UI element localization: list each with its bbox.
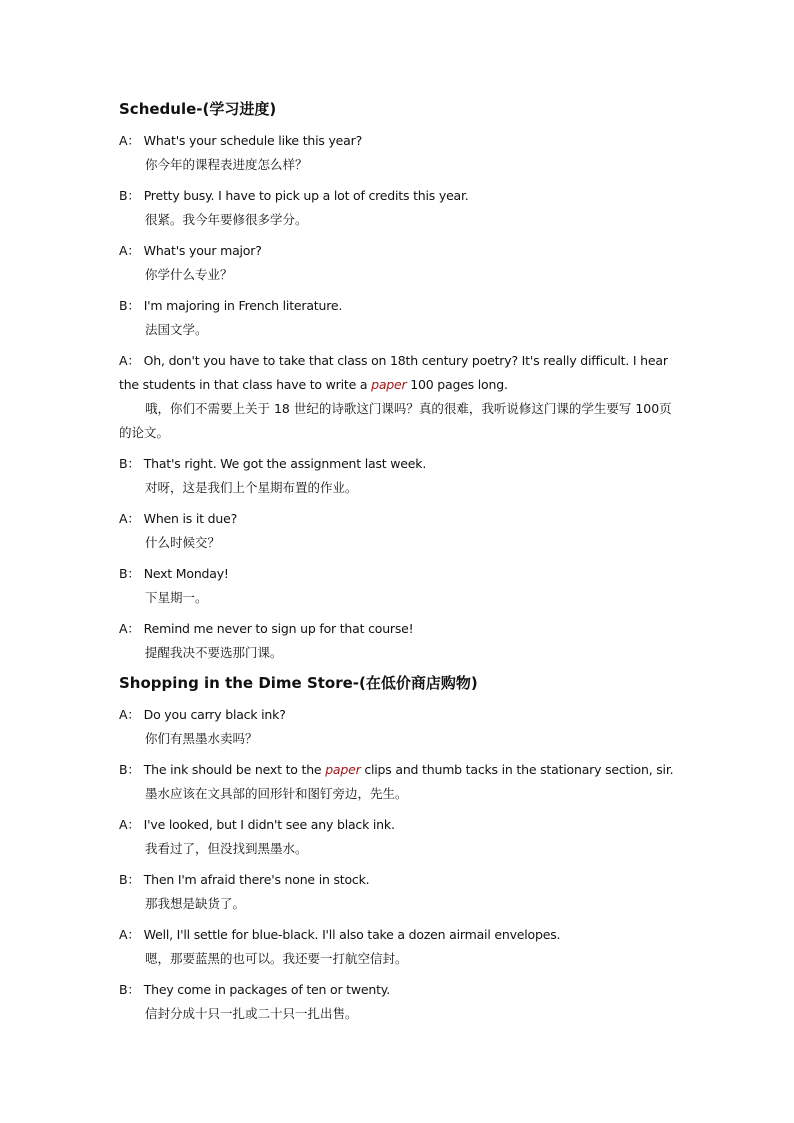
chinese-translation: 你学什么专业？	[145, 267, 233, 282]
english-text: That's right. We got the assignment last week.	[143, 456, 427, 471]
speaker-label: A：	[119, 133, 140, 148]
chinese-translation: 提醒我决不要选那门课。	[145, 645, 283, 660]
dialogue-line	[119, 294, 679, 342]
dialogue-line	[119, 923, 679, 971]
dialogue-line	[119, 813, 679, 861]
chinese-translation: 你今年的课程表进度怎么样？	[145, 157, 308, 172]
english-text: Remind me never to sign up for that course!	[143, 621, 414, 636]
english-text: I'm majoring in French literature.	[143, 298, 343, 313]
dialogue-line	[119, 184, 679, 232]
document-content	[119, 98, 679, 1033]
english-text: Do you carry black ink?	[143, 707, 286, 722]
english-text-continued: clips and thumb tacks in the stationary section, sir.	[360, 762, 674, 777]
dialogue-line	[119, 758, 679, 806]
english-text: They come in packages of ten or twenty.	[143, 982, 390, 997]
english-text: What's your schedule like this year?	[143, 133, 362, 148]
chinese-translation: 对呀，这是我们上个星期布置的作业。	[145, 480, 358, 495]
speaker-label: A：	[119, 511, 140, 526]
chinese-translation: 法国文学。	[145, 322, 208, 337]
dialogue-line	[119, 562, 679, 610]
speaker-label: A：	[119, 621, 140, 636]
dialogue-line	[119, 452, 679, 500]
speaker-label: B：	[119, 566, 140, 581]
chinese-translation: 你们有黑墨水卖吗？	[145, 731, 258, 746]
dialogue-line	[119, 507, 679, 555]
speaker-label: B：	[119, 456, 140, 471]
dialogue-line	[119, 617, 679, 665]
speaker-label: B：	[119, 762, 140, 777]
speaker-label: A：	[119, 927, 140, 942]
speaker-label: B：	[119, 298, 140, 313]
english-text: When is it due?	[143, 511, 238, 526]
chinese-translation: 信封分成十只一扎或二十只一扎出售。	[145, 1006, 358, 1021]
chinese-translation: 很紧。我今年要修很多学分。	[145, 212, 308, 227]
english-text: Next Monday!	[143, 566, 229, 581]
dialogue-line	[119, 239, 679, 287]
english-text: Oh, don't you have to take that class on 18th century poetry? It's really difficult. I hear the students in that class have to write a	[119, 353, 668, 392]
speaker-label: B：	[119, 188, 140, 203]
chinese-translation: 嗯，那要蓝黑的也可以。我还要一打航空信封。	[145, 951, 408, 966]
dialogue-line	[119, 703, 679, 751]
chinese-translation: 哦，你们不需要上关于 18 世纪的诗歌这门课吗？真的很难，我听说修这门课的学生要写 100页的论文。	[119, 401, 672, 440]
speaker-label: A：	[119, 353, 140, 368]
english-text: I've looked, but I didn't see any black ink.	[143, 817, 395, 832]
highlighted-word: paper	[371, 377, 407, 392]
speaker-label: A：	[119, 817, 140, 832]
dialogue-line	[119, 129, 679, 177]
section-title-schedule: Schedule-(学习进度)	[119, 100, 277, 118]
chinese-translation: 墨水应该在文具部的回形针和图钉旁边，先生。	[145, 786, 408, 801]
chinese-translation: 我看过了，但没找到黑墨水。	[145, 841, 308, 856]
chinese-translation: 下星期一。	[145, 590, 208, 605]
speaker-label: A：	[119, 707, 140, 722]
chinese-translation: 那我想是缺货了。	[145, 896, 246, 911]
dialogue-line	[119, 978, 679, 1026]
english-text: Then I'm afraid there's none in stock.	[143, 872, 370, 887]
speaker-label: B：	[119, 982, 140, 997]
english-text: What's your major?	[143, 243, 262, 258]
section-title-shopping: Shopping in the Dime Store-(在低价商店购物)	[119, 674, 478, 692]
chinese-translation: 什么时候交？	[145, 535, 221, 550]
english-text: The ink should be next to the	[143, 762, 326, 777]
speaker-label: A：	[119, 243, 140, 258]
english-text: Pretty busy. I have to pick up a lot of credits this year.	[143, 188, 469, 203]
highlighted-word: paper	[325, 762, 361, 777]
english-text-continued: 100 pages long.	[406, 377, 508, 392]
dialogue-line	[119, 349, 679, 445]
dialogue-line	[119, 868, 679, 916]
speaker-label: B：	[119, 872, 140, 887]
english-text: Well, I'll settle for blue-black. I'll also take a dozen airmail envelopes.	[143, 927, 561, 942]
